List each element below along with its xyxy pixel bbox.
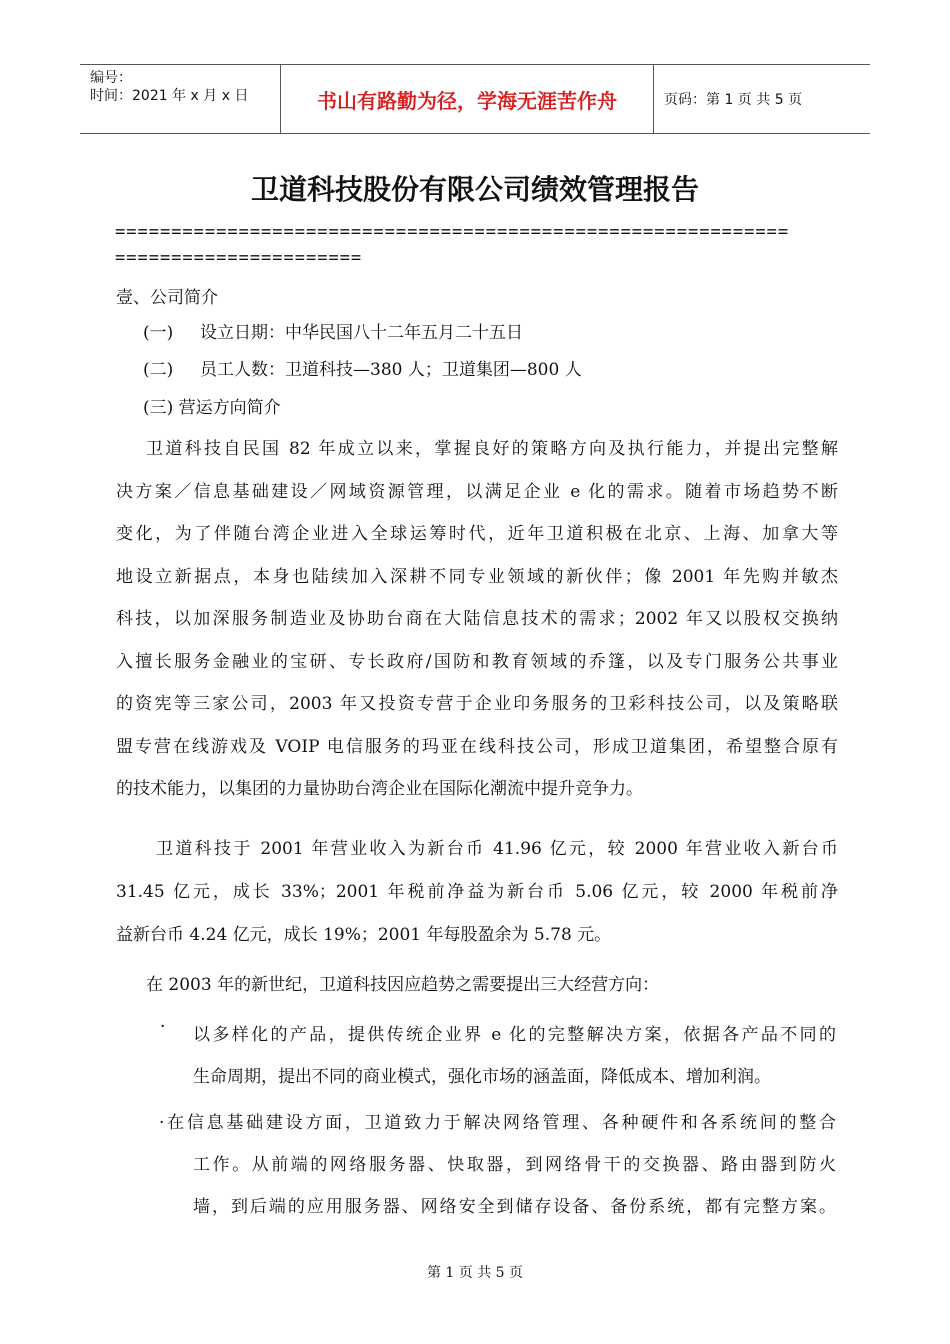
item-text-employees: 员工人数：卫道科技—380 人；卫道集团—800 人 (200, 360, 582, 380)
bullet-line: 生命周期，提出不同的商业模式，强化市场的涵盖面，降低成本、增加利润。 (193, 1067, 771, 1087)
separator-rule-2: ====================== (115, 248, 363, 268)
item-operations-heading: (三) 营运方向简介 (143, 398, 281, 418)
paragraph-line: 卫道科技于 2001 年营业收入为新台币 41.96 亿元，较 2000 年营业收入新台币 (156, 839, 838, 859)
bullet-diversified-products (193, 1014, 836, 1098)
header-motto: 书山有路勤为径，学海无涯苦作舟 (281, 65, 654, 133)
paragraph-financials (116, 828, 838, 957)
paragraph-line: 益新台币 4.24 亿元，成长 19%；2001 年每股盈余为 5.78 元。 (116, 925, 612, 945)
paragraph-line: 31.45 亿元，成长 33%；2001 年税前净益为新台币 5.06 亿元，较 2000 年税前净 (116, 882, 838, 902)
item-number-2: (二) (143, 360, 174, 380)
bullet-line: ·在信息基础建设方面，卫道致力于解决网络管理、各种硬件和各系统间的整合 (159, 1113, 836, 1133)
header-page-label: 页码：第 1 页 共 5 页 (664, 92, 803, 108)
bullet-infrastructure (159, 1102, 836, 1228)
item-text-established-date: 设立日期：中华民国八十二年五月二十五日 (200, 323, 523, 343)
paragraph-line: 地设立新据点，本身也陆续加入深耕不同专业领域的新伙伴；像 2001 年先购并敏杰 (116, 566, 838, 587)
paragraph-line: 决方案／信息基础建设／网域资源管理，以满足企业 e 化的需求。随着市场趋势不断 (116, 481, 838, 502)
paragraph-line: 变化，为了伴随台湾企业进入全球运筹时代，近年卫道积极在北京、上海、加拿大等 (116, 524, 838, 544)
paragraph-line: 盟专营在线游戏及 VOIP 电信服务的玛亚在线科技公司，形成卫道集团，希望整合原有 (116, 736, 838, 757)
header-table (80, 64, 870, 134)
bullet-line: 以多样化的产品，提供传统企业界 e 化的完整解决方案，依据各产品不同的 (193, 1025, 836, 1045)
document-number-label: 编号： (90, 70, 132, 86)
paragraph-line: 的技术能力，以集团的力量协助台湾企业在国际化潮流中提升竞争力。 (116, 779, 643, 799)
paragraph-line: 科技，以加深服务制造业及协助台商在大陆信息技术的需求；2002 年又以股权交换纳 (116, 609, 838, 629)
bullet-line: 墙，到后端的应用服务器、网络安全到储存设备、备份系统，都有完整方案。 (193, 1197, 836, 1217)
paragraph-line: 入擅长服务金融业的宝研、专长政府/国防和教育领域的乔篷，以及专门服务公共事业 (116, 651, 838, 672)
item-number-1: (一) (143, 323, 174, 343)
document-title: 卫道科技股份有限公司绩效管理报告 (250, 173, 699, 206)
document-time-label: 时间：2021 年 x 月 x 日 (90, 88, 249, 104)
footer-page-number: 第 1 页 共 5 页 (426, 1265, 524, 1281)
paragraph-line: 的资宪等三家公司，2003 年又投资专营于企业印务服务的卫彩科技公司，以及策略联 (116, 694, 838, 714)
section-heading-company-intro: 壹、公司简介 (116, 288, 218, 308)
paragraph-business-directions: 在 2003 年的新世纪，卫道科技因应趋势之需要提出三大经营方向： (146, 975, 660, 995)
separator-rule-1: ============================================================ (115, 222, 790, 242)
bullet-mark: · (160, 1017, 166, 1037)
paragraph-line: 卫道科技自民国 82 年成立以来，掌握良好的策略方向及执行能力，并提出完整解 (146, 439, 838, 459)
paragraph-company-history (116, 428, 838, 811)
header-meta-cell (80, 65, 281, 133)
bullet-line: 工作。从前端的网络服务器、快取器，到网络骨干的交换器、路由器到防火 (193, 1155, 836, 1175)
